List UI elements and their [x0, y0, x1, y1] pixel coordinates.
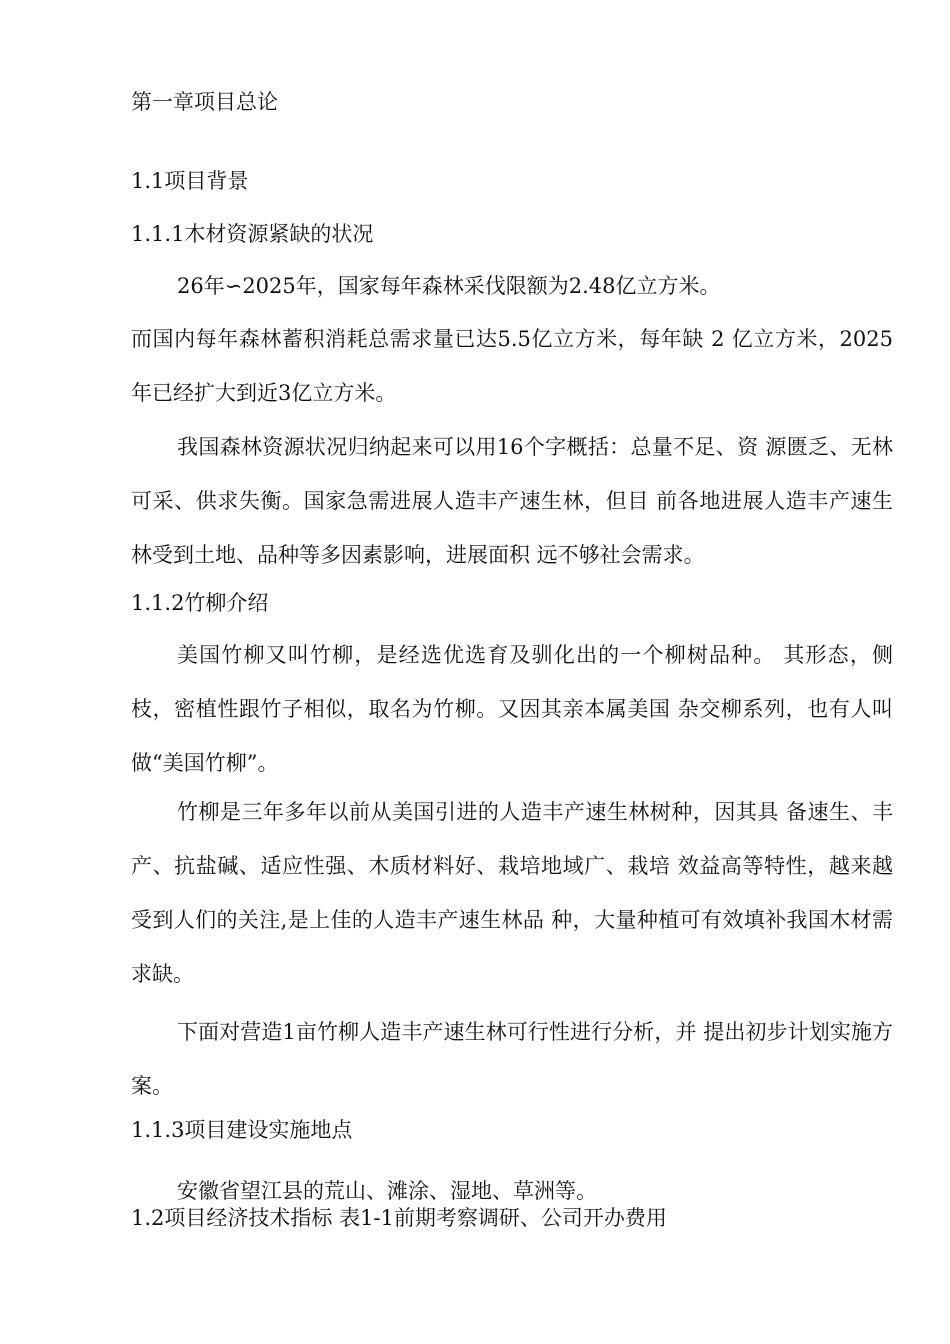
paragraph: 竹柳是三年多年以前从美国引进的人造丰产速生林树种，因其具 备速生、丰产、抗盐碱、适应性强、木质材料好、栽培地域广、栽培 效益高等特性，越来越受到人们的关注,是上佳的人造丰产速生林品 种，大量种植可有效填补我国木材需求缺。 [131, 800, 893, 986]
section-heading-1-1-3: 1.1.3项目建设实施地点 [131, 1118, 353, 1142]
paragraph: 而国内每年森林蓄积消耗总需求量已达5.5亿立方米，每年缺 2 亿立方米，2025年已经扩大到近3亿立方米。 [131, 327, 893, 405]
section-heading-1-1: 1.1项目背景 [131, 169, 249, 193]
paragraph: 26年∽2025年，国家每年森林采伐限额为2.48亿立方米。 [177, 274, 721, 298]
section-heading-1-1-1: 1.1.1木材资源紧缺的状况 [131, 222, 374, 246]
chapter-title: 第一章项目总论 [131, 90, 278, 114]
paragraph: 美国竹柳又叫竹柳，是经选优选育及驯化出的一个柳树品种。 其形态，侧枝，密植性跟竹子相似，取名为竹柳。又因其亲本属美国 杂交柳系列，也有人叫做“美国竹柳”。 [131, 643, 893, 775]
section-heading-1-2: 1.2项目经济技术指标 表1-1前期考察调研、公司开办费用 [131, 1206, 667, 1230]
paragraph: 下面对营造1亩竹柳人造丰产速生林可行性进行分析，并 提出初步计划实施方案。 [131, 1020, 893, 1098]
paragraph: 我国森林资源状况归纳起来可以用16个字概括：总量不足、资 源匮乏、无林可采、供求失衡。国家急需进展人造丰产速生林，但目 前各地进展人造丰产速生林受到土地、品种等多因素影响，进展面积 远不够社会需求。 [131, 435, 893, 567]
paragraph: 安徽省望江县的荒山、滩涂、湿地、草洲等。 [177, 1179, 597, 1203]
section-heading-1-1-2: 1.1.2竹柳介绍 [131, 591, 269, 615]
